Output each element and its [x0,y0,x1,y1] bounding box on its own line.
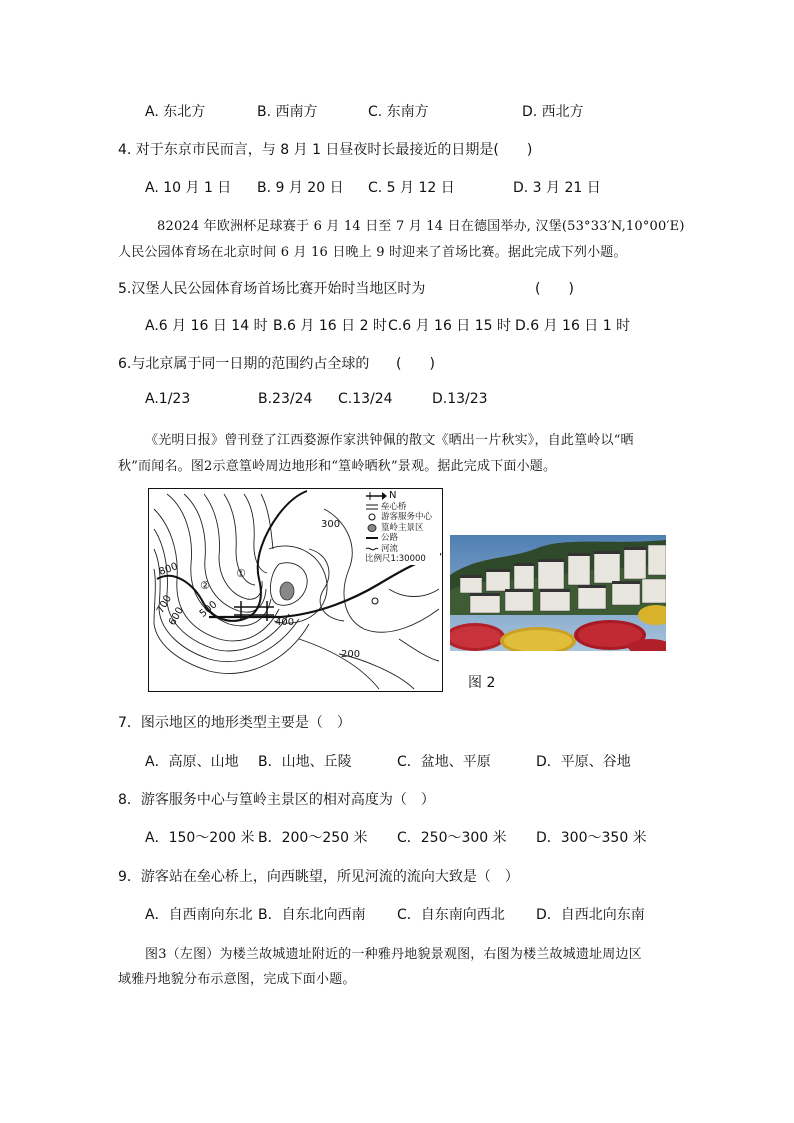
q6-stem: 6.与北京属于同一日期的范围约占全球的 [118,356,370,372]
q8-option-c: C．250～300 米 [397,830,507,846]
figure-2-label: 图 2 [468,675,496,691]
legend-scenic-area [365,523,440,534]
scenic-area-marker [280,582,294,600]
q8-option-b: B．200～250 米 [258,830,368,846]
contour-label-200: 200 [341,649,361,660]
passage-3-line-2: 域雅丹地貌分布示意图，完成下面小题。 [118,972,356,987]
q5-option-a: A.6 月 16 日 14 时 [145,318,268,334]
north-arrow-icon [365,491,387,501]
q3-option-a: A. 东北方 [145,104,206,120]
scenic-legend-icon [365,524,379,532]
q9-stem: 9．游客站在垒心桥上，向西眺望，所见河流的流向大致是（ ） [118,869,519,885]
q9-option-d: D．自西北向东南 [536,907,645,923]
contour-label-500: 500 [197,599,220,620]
bridge-legend-icon [365,503,379,511]
contour-label-700: 700 [155,593,175,616]
q9-option-b: B．自东北向西南 [258,907,366,923]
legend-road-label: 公路 [381,533,399,543]
legend-bridge-label: 垒心桥 [381,501,407,512]
legend-scale: 比例尺1:30000 [365,554,426,564]
q5-option-c: C.6 月 16 日 15 时 [388,318,512,334]
passage-1-line-1: 82024 年欧洲杯足球赛于 6 月 14 日至 7 月 14 日在德国举办, 汉堡(53°33′N,10°00′E) [157,219,685,234]
q8-stem: 8．游客服务中心与篁岭主景区的相对高度为（ ） [118,792,435,808]
q6-option-c: C.13/24 [338,391,393,407]
q5-stem: 5.汉堡人民公园体育场首场比赛开始时当地区时为 [118,281,426,297]
q5-option-d: D.6 月 16 日 1 时 [515,318,631,334]
contour-label-600: 600 [167,605,187,628]
q7-option-d: D．平原、谷地 [536,754,631,770]
q4-option-c: C. 5 月 12 日 [368,180,455,196]
visitor-center-marker [372,598,378,604]
legend-bridge [365,502,440,513]
q7-stem: 7．图示地区的地形类型主要是（ ） [118,715,351,731]
marker-2: ② [200,579,210,592]
circle-legend-icon [365,513,379,521]
legend-scenic-area-label: 篁岭主景区 [381,522,424,533]
north-label: N [389,490,397,501]
q4-option-d: D. 3 月 21 日 [513,180,601,196]
marker-1: ① [236,567,246,580]
legend-visitor-center-label: 游客服务中心 [381,512,433,522]
passage-1-line-2: 人民公园体育场在北京时间 6 月 16 日晚上 9 时迎来了首场比赛。据此完成下列小题。 [118,245,627,260]
q8-option-a: A．150～200 米 [145,830,255,846]
q6-option-b: B.23/24 [258,391,313,407]
q6-option-d: D.13/23 [432,391,488,407]
legend-road [365,533,440,544]
q4-option-a: A. 10 月 1 日 [145,180,232,196]
legend-river [365,544,440,555]
q4-option-b: B. 9 月 20 日 [257,180,344,196]
q4-stem: 4. 对于东京市民而言，与 8 月 1 日昼夜时长最接近的日期是( ) [118,142,533,158]
q6-answer-paren: ( ) [396,356,435,372]
q3-option-b: B. 西南方 [257,104,318,120]
north-arrow [365,491,440,502]
q5-option-b: B.6 月 16 日 2 时 [273,318,387,334]
passage-2-line-2: 秋”而闻名。图2示意篁岭周边地形和“篁岭晒秋”景观。据此完成下面小题。 [118,459,557,474]
q7-option-b: B．山地、丘陵 [258,754,352,770]
contour-label-800: 800 [157,561,180,578]
q9-option-c: C．自东南向西北 [397,907,505,923]
contour-label-400: 400 [275,617,295,628]
legend-visitor-center [365,512,440,523]
q3-option-c: C. 东南方 [368,104,429,120]
passage-3-line-1: 图3（左图）为楼兰故城遗址附近的一种雅丹地貌景观图，右图为楼兰故城遗址周边区 [145,947,642,962]
legend-river-label: 河流 [381,543,399,554]
contour-label-300: 300 [321,519,341,530]
q8-option-d: D．300～350 米 [536,830,647,846]
q7-option-a: A．高原、山地 [145,754,239,770]
passage-2-line-1: 《光明日报》曾刊登了江西婺源作家洪钟佩的散文《晒出一片秋实》，自此篁岭以“晒 [145,433,634,448]
q7-option-c: C．盆地、平原 [397,754,491,770]
road-legend-icon [365,534,379,542]
q9-option-a: A．自西南向东北 [145,907,253,923]
q5-answer-paren: ( ) [535,281,574,297]
topographic-map [148,488,443,692]
map-legend [365,491,440,565]
huangling-photo [450,535,666,651]
river-legend-icon [365,545,379,553]
q3-option-d: D. 西北方 [522,104,584,120]
village-photo-illustration [450,535,666,651]
q6-option-a: A.1/23 [145,391,191,407]
